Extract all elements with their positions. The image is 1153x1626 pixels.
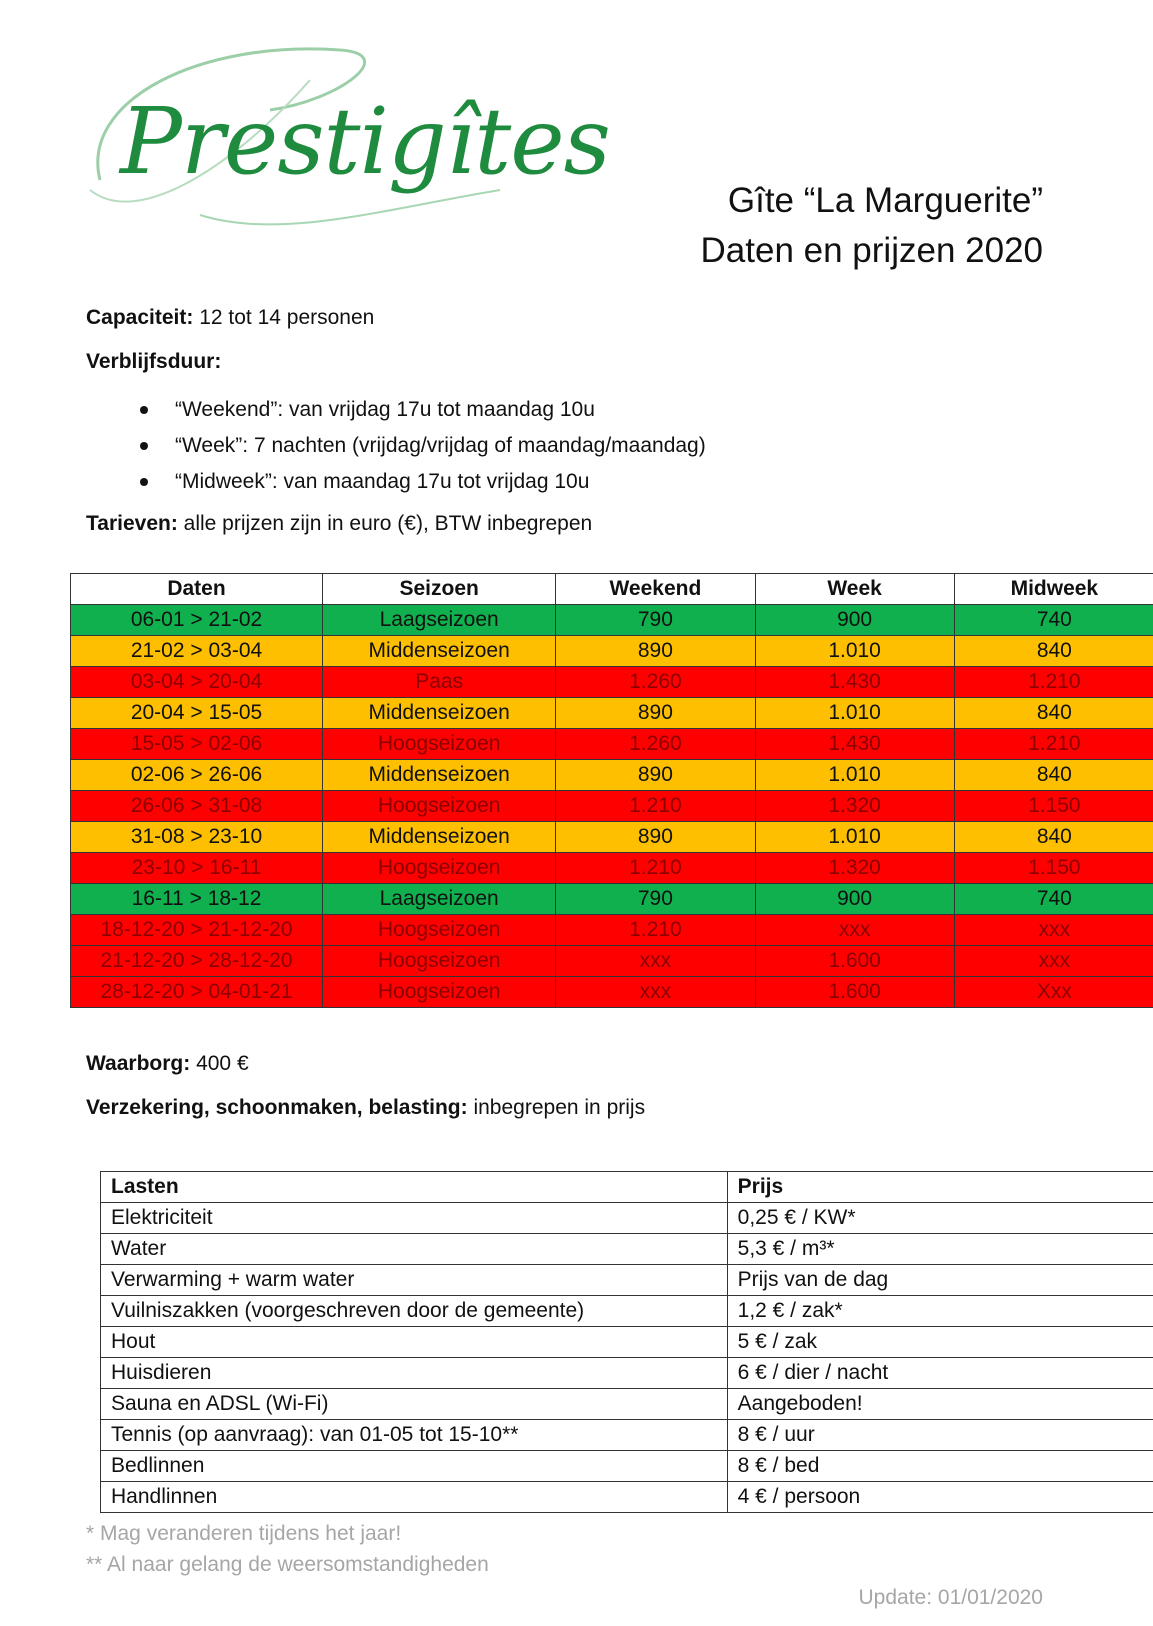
footnote-1: * Mag veranderen tijdens het jaar! xyxy=(86,1522,402,1545)
list-item: “Week”: 7 nachten (vrijdag/vrijdag of maandag/maandag) xyxy=(140,434,706,470)
bullet-icon xyxy=(140,442,148,450)
table-row: 02-06 > 26-06 Middenseizoen 890 1.010 840 xyxy=(71,760,1153,791)
bullet-icon xyxy=(140,478,148,486)
table-row: 15-05 > 02-06 Hoogseizoen 1.260 1.430 1.210 xyxy=(71,729,1153,760)
table-row: 20-04 > 15-05 Middenseizoen 890 1.010 840 xyxy=(71,698,1153,729)
rates-table xyxy=(70,573,1153,1008)
table-row: Elektriciteit 0,25 € / KW* xyxy=(101,1203,1153,1234)
deposit-value: 400 € xyxy=(190,1052,249,1075)
capacity-value: 12 tot 14 personen xyxy=(193,306,375,329)
capacity-label: Capaciteit: xyxy=(86,306,194,329)
document-heading xyxy=(701,176,1043,276)
stay-list xyxy=(140,398,706,506)
footnote-2: ** Al naar gelang de weersomstandigheden xyxy=(86,1553,489,1576)
table-row: Tennis (op aanvraag): van 01-05 tot 15-10** 8 € / uur xyxy=(101,1420,1153,1451)
table-row: Verwarming + warm water Prijs van de dag xyxy=(101,1265,1153,1296)
table-row: 23-10 > 16-11 Hoogseizoen 1.210 1.320 1.150 xyxy=(71,853,1153,884)
table-row: Huisdieren 6 € / dier / nacht xyxy=(101,1358,1153,1389)
included-label: Verzekering, schoonmaken, belasting: xyxy=(86,1096,468,1119)
table-row: 21-12-20 > 28-12-20 Hoogseizoen xxx 1.600 xxx xyxy=(71,946,1153,977)
header-dates: Daten xyxy=(71,574,323,605)
table-row: 21-02 > 03-04 Middenseizoen 890 1.010 840 xyxy=(71,636,1153,667)
table-row: Hout 5 € / zak xyxy=(101,1327,1153,1358)
update-date: Update: 01/01/2020 xyxy=(858,1586,1043,1609)
header-week: Week xyxy=(755,574,954,605)
bullet-icon xyxy=(140,406,148,414)
rates-value: alle prijzen zijn in euro (€), BTW inbegrepen xyxy=(177,512,593,535)
header-midweek: Midweek xyxy=(954,574,1153,605)
prestigites-logo xyxy=(80,40,610,240)
table-row: 03-04 > 20-04 Paas 1.260 1.430 1.210 xyxy=(71,667,1153,698)
list-item: “Weekend”: van vrijdag 17u tot maandag 10u xyxy=(140,398,706,434)
capacity-line xyxy=(86,306,374,330)
rates-intro xyxy=(86,512,592,536)
table-row: Water 5,3 € / m³* xyxy=(101,1234,1153,1265)
included-value: inbegrepen in prijs xyxy=(467,1096,646,1119)
table-row: Vuilniszakken (voorgeschreven door de gemeente) 1,2 € / zak* xyxy=(101,1296,1153,1327)
header-weekend: Weekend xyxy=(556,574,755,605)
header-prijs: Prijs xyxy=(727,1172,1153,1203)
table-row: Bedlinnen 8 € / bed xyxy=(101,1451,1153,1482)
table-row: Sauna en ADSL (Wi-Fi) Aangeboden! xyxy=(101,1389,1153,1420)
table-row: 06-01 > 21-02 Laagseizoen 790 900 740 xyxy=(71,605,1153,636)
table-header-row xyxy=(71,574,1153,605)
included-line xyxy=(86,1096,645,1120)
table-row: 26-06 > 31-08 Hoogseizoen 1.210 1.320 1.150 xyxy=(71,791,1153,822)
header-season: Seizoen xyxy=(323,574,556,605)
list-item: “Midweek”: van maandag 17u tot vrijdag 10u xyxy=(140,470,706,506)
rates-label: Tarieven: xyxy=(86,512,178,535)
stay-line xyxy=(86,350,221,374)
table-row: 28-12-20 > 04-01-21 Hoogseizoen xxx 1.600 Xxx xyxy=(71,977,1153,1008)
heading-subtitle: Daten en prijzen 2020 xyxy=(700,231,1043,270)
charges-table xyxy=(100,1171,1153,1513)
header-lasten: Lasten xyxy=(101,1172,728,1203)
table-row: 16-11 > 18-12 Laagseizoen 790 900 740 xyxy=(71,884,1153,915)
table-header-row xyxy=(101,1172,1153,1203)
heading-title: Gîte “La Marguerite” xyxy=(727,181,1043,220)
stay-label: Verblijfsduur: xyxy=(86,350,222,373)
deposit-line xyxy=(86,1052,249,1076)
table-row: 18-12-20 > 21-12-20 Hoogseizoen 1.210 xxx xxx xyxy=(71,915,1153,946)
table-row: 31-08 > 23-10 Middenseizoen 890 1.010 840 xyxy=(71,822,1153,853)
deposit-label: Waarborg: xyxy=(86,1052,191,1075)
logo-text: Prestigîtes xyxy=(120,88,610,195)
table-row: Handlinnen 4 € / persoon xyxy=(101,1482,1153,1513)
